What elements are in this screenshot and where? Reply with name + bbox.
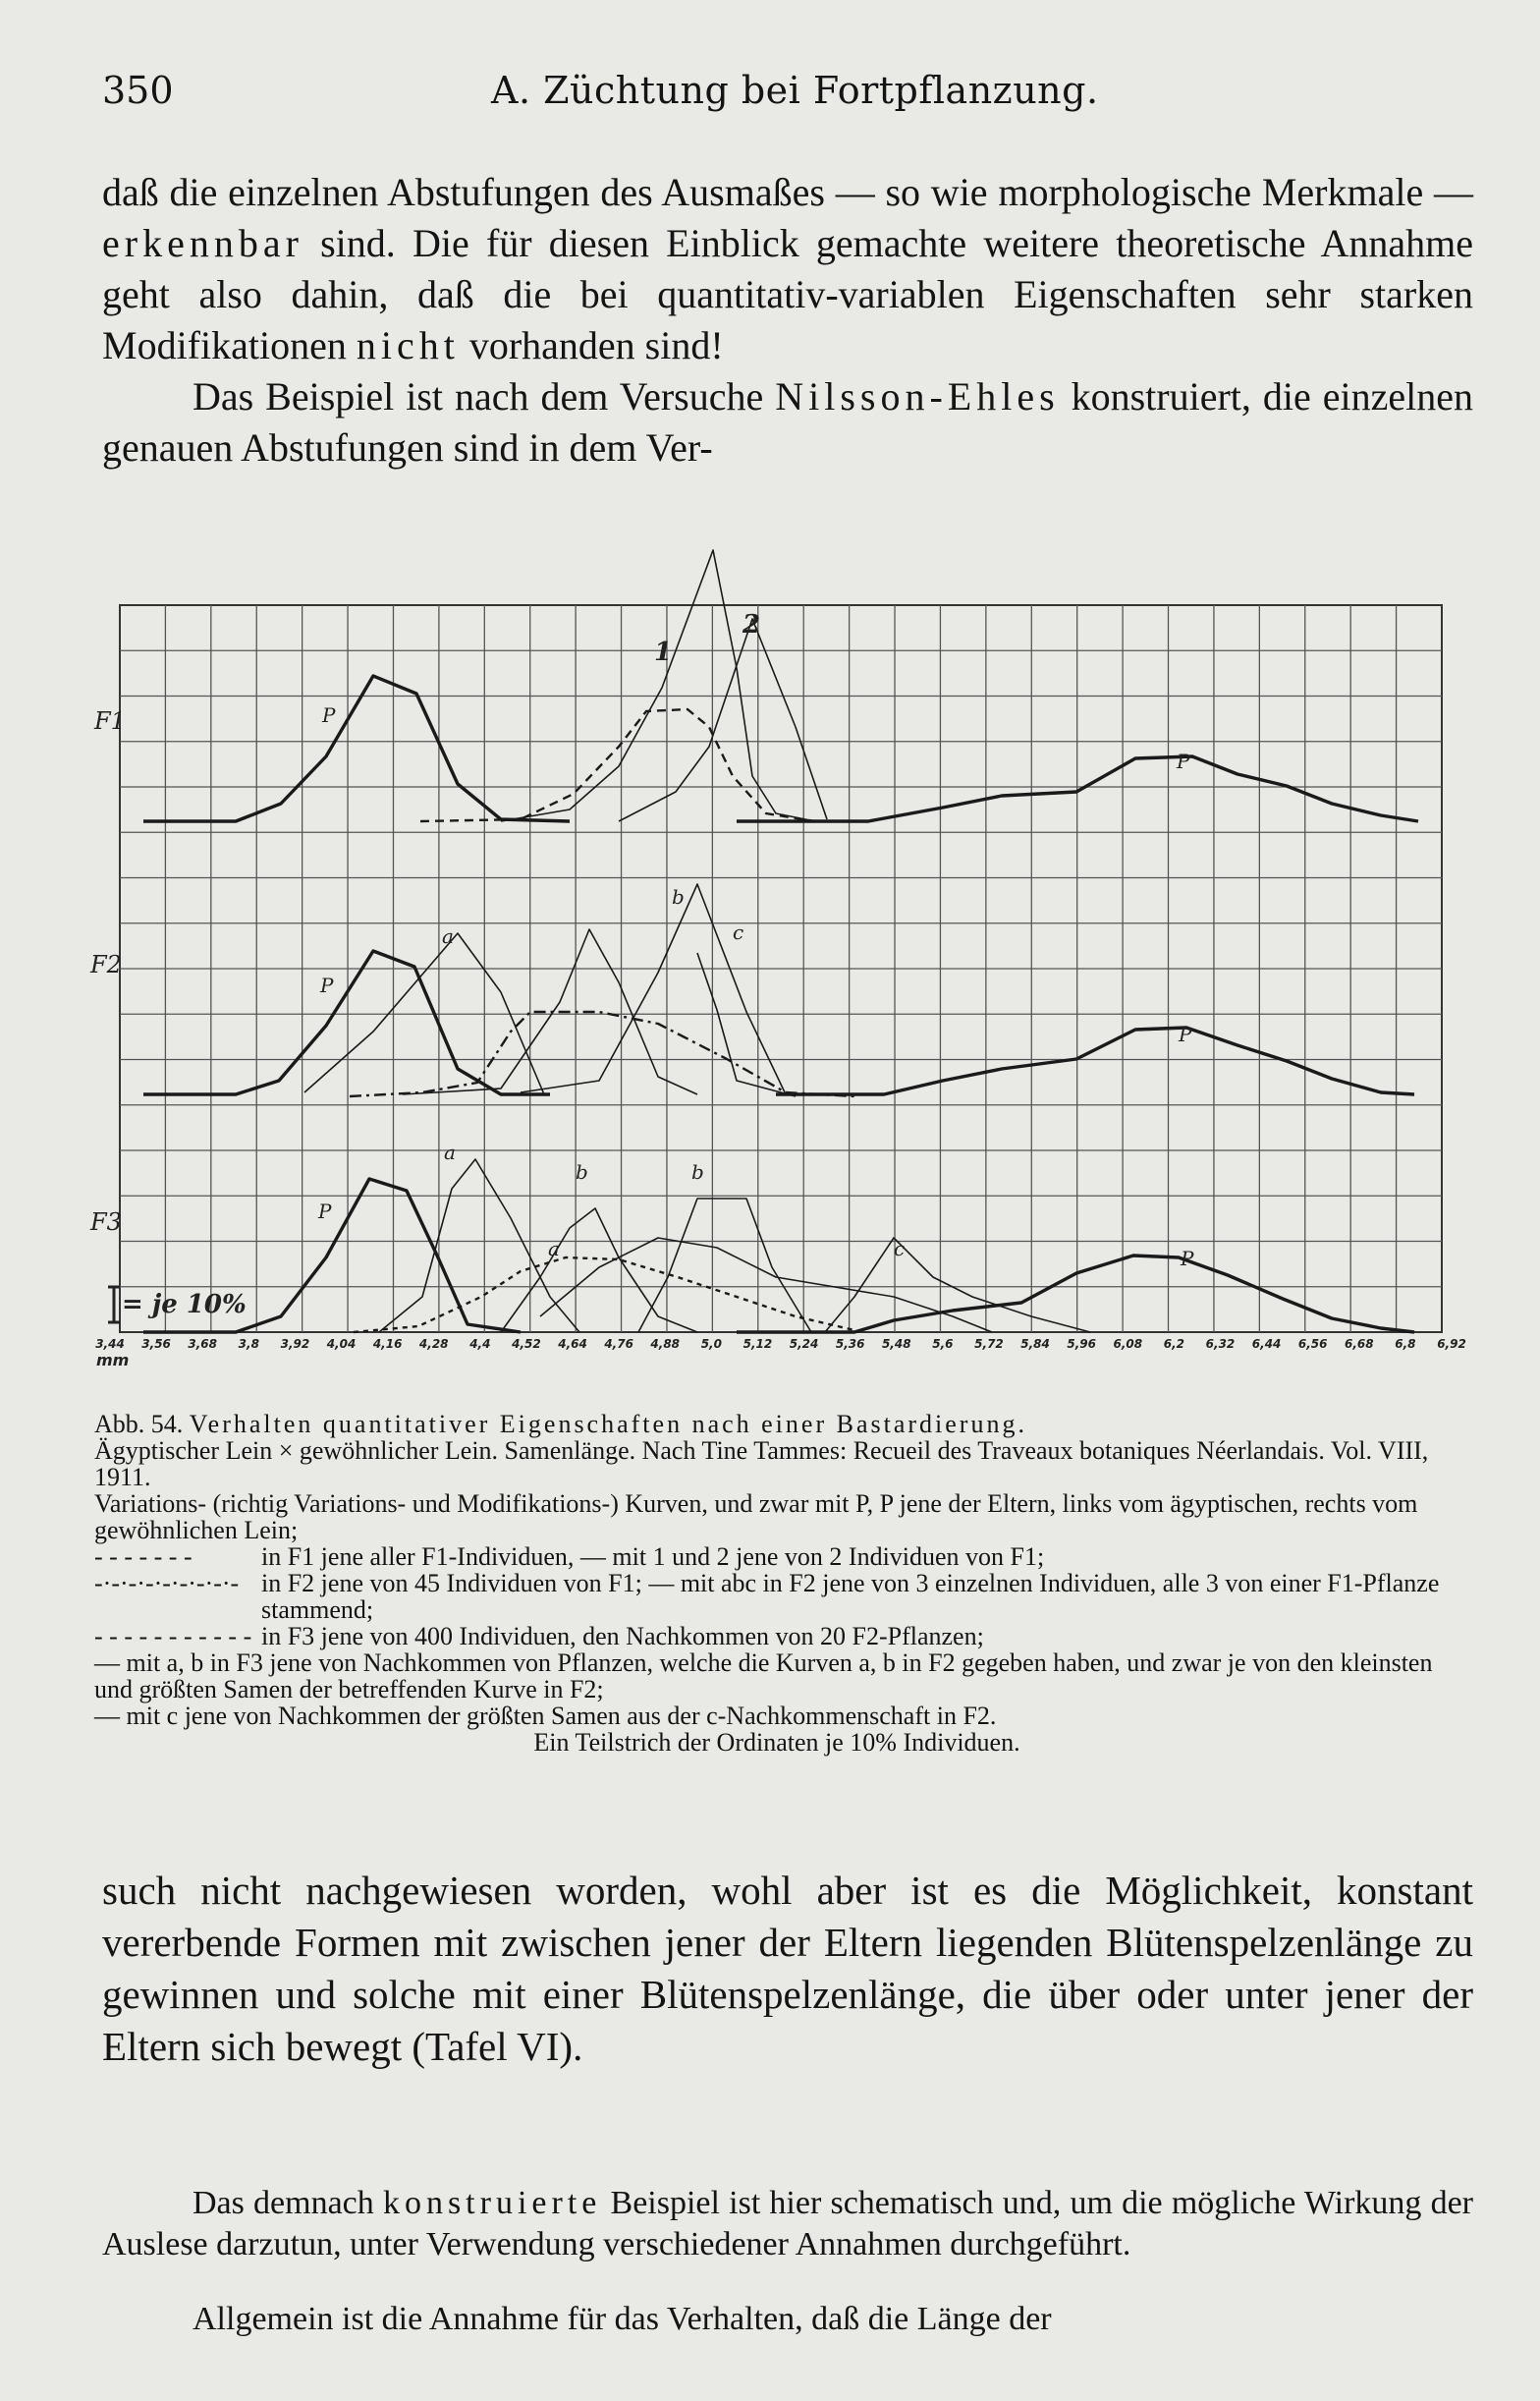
curve-label-b-f2: b (672, 885, 685, 909)
curve-label-a-f3-top: a (444, 1141, 456, 1164)
caption-legend-f1 (94, 1543, 1459, 1570)
x-tick-label: 5,72 (974, 1337, 1004, 1351)
paragraph-5: Allgemein ist die Annahme für das Verhalten, daß die Länge der (192, 2301, 1052, 2337)
para1-emphasis-nicht: nicht (356, 323, 460, 367)
caption-legend-c: — mit c jene von Nachkommen der größten Samen aus der c-Nachkommenschaft in F2. (94, 1702, 997, 1730)
x-axis-ticks (95, 1287, 1466, 1351)
body-paragraph-1 (102, 167, 1473, 474)
legend-text-f3: in F3 jene von 400 Individuen, den Nachkommen von 20 F2-Pflanzen; (261, 1622, 984, 1650)
curve-p-f3-right (737, 1256, 1414, 1332)
curve-label-p-f2-left: P (320, 974, 334, 997)
x-tick-label: 4,4 (469, 1337, 491, 1351)
legend-text-f1: in F1 jene aller F1-Individuen, — mit 1 und 2 jene von 2 Individuen von F1; (261, 1542, 1045, 1571)
caption-legend-ab: — mit a, b in F3 jene von Nachkommen von Pflanzen, welche die Kurven a, b in F2 gegeben haben, und zwar je von den kleinsten und größten Samen der betreffenden Kurve in F2; (94, 1648, 1433, 1703)
curve-label-1: 1 (654, 638, 673, 667)
figure-variation-curves (90, 550, 1466, 1369)
paragraph-4 (102, 2183, 1473, 2265)
generation-label-f2: F2 (90, 951, 122, 978)
running-title: A. Züchtung bei Fortpflanzung. (491, 69, 1099, 112)
curve-f1-individual-1 (501, 550, 815, 821)
para1-text-a: daß die einzelnen Abstufungen des Ausmaßes — so wie morphologische Merkmale — (102, 170, 1473, 214)
body-paragraph-3 (102, 1865, 1473, 2073)
x-tick-label: 6,32 (1205, 1337, 1236, 1351)
x-tick-label: 4,04 (326, 1337, 357, 1351)
curve-p-f1-left (143, 676, 570, 821)
curve-p-f2-right (776, 1028, 1414, 1094)
curve-label-p-f3-right: P (1181, 1247, 1194, 1270)
x-tick-label: 3,92 (280, 1337, 310, 1351)
x-tick-label: 3,44 (95, 1337, 125, 1351)
x-tick-label: 4,76 (604, 1337, 633, 1351)
curve-f2-c-peak (521, 884, 786, 1094)
curve-f2-45-individuals (350, 1012, 854, 1096)
x-tick-label: 4,64 (558, 1337, 587, 1351)
x-tick-label: 6,68 (1344, 1337, 1374, 1351)
paragraph-1 (102, 167, 1473, 371)
curve-label-c-f3: c (894, 1237, 906, 1260)
x-tick-label: 6,08 (1113, 1337, 1143, 1351)
caption-legend-f3 (94, 1623, 1459, 1649)
legend-mark-dashdot: -·-·-·-·-·-·-·-·- (94, 1569, 240, 1597)
x-tick-label: 6,92 (1437, 1337, 1466, 1351)
para1-text-b: sind. Die für diesen Einblick gemachte weitere theoretische Annahme geht also dahin, daß die bei quantitativ-variablen Eigenschaften sehr starken Modifikationen (102, 221, 1473, 367)
para2-text-b: konstruiert, die einzelnen genauen Abstufungen sind in dem Ver- (102, 374, 1473, 470)
x-tick-label: 4,52 (512, 1337, 541, 1351)
scale-bar (108, 1287, 120, 1322)
x-tick-label: 4,88 (650, 1337, 681, 1351)
x-tick-label: 5,84 (1020, 1337, 1050, 1351)
curve-f2-b-left (403, 929, 697, 1094)
curve-label-p-f1-right: P (1177, 750, 1190, 773)
para4-text-b: Beispiel ist hier schematisch und, um die mögliche Wirkung der Auslese darzutun, unter Verwendung verschiedener Annahmen durchgeführt. (102, 2185, 1473, 2262)
caption-ordinate-note: Ein Teilstrich der Ordinaten je 10% Individuen. (533, 1728, 1020, 1757)
caption-figure-title: Verhalten quantitativer Eigenschaften nach einer Bastardierung. (189, 1410, 1027, 1438)
chart-grid (120, 605, 1442, 1332)
curve-label-p-f1-left: P (322, 703, 336, 727)
generation-label-f1: F1 (94, 707, 126, 735)
curve-label-c-f2: c (733, 921, 744, 944)
caption-legend-f2 (94, 1570, 1459, 1623)
curve-label-b-f3-left: b (576, 1160, 588, 1184)
x-tick-label: 4,16 (372, 1337, 403, 1351)
x-tick-label: 5,12 (742, 1337, 773, 1351)
para1-emphasis-erkennbar: erkennbar (102, 221, 303, 265)
x-tick-label: 5,36 (835, 1337, 865, 1351)
x-tick-label: 5,48 (881, 1337, 911, 1351)
scale-label: = je 10% (122, 1290, 247, 1319)
small-paragraph (102, 2150, 1473, 2373)
caption-title (94, 1411, 1459, 1437)
caption-figure-number: Abb. 54. (94, 1410, 190, 1438)
para2-text-a: Das Beispiel ist nach dem Versuche (192, 374, 776, 419)
curve-label-a-f2: a (442, 924, 454, 948)
x-tick-label: 5,6 (932, 1337, 954, 1351)
legend-text-f2: in F2 jene von 45 Individuen von F1; — mit abc in F2 jene von 3 einzelnen Individuen, alle 3 von einer F1-Pflanze stammend; (261, 1569, 1440, 1624)
para2-emphasis-author: Nilsson-Ehles (775, 374, 1060, 419)
generation-label-f3: F3 (90, 1208, 122, 1236)
curve-label-p-f3-left: P (318, 1200, 332, 1223)
x-tick-label: 6,2 (1163, 1337, 1185, 1351)
figure-svg (90, 550, 1466, 1369)
curve-f3-400-individuals (354, 1257, 854, 1332)
x-tick-label: 3,68 (188, 1337, 218, 1351)
para4-emphasis: konstruierte (382, 2185, 602, 2221)
curve-label-a-f3-low: a (548, 1237, 560, 1260)
caption-curves-intro: Variations- (richtig Variations- und Modifikations-) Kurven, und zwar mit P, P jene der Eltern, links vom ägyptischen, rechts vom gewöhnlichen Lein; (94, 1489, 1418, 1544)
legend-mark-dotted: - - - - - - - - - - - (94, 1622, 252, 1650)
curve-label-p-f2-right: P (1179, 1023, 1192, 1046)
page-header (98, 69, 1454, 128)
x-tick-label: 3,8 (238, 1337, 259, 1351)
x-tick-label: 5,24 (789, 1337, 819, 1351)
x-tick-label: 6,44 (1251, 1337, 1282, 1351)
x-tick-label: 5,0 (700, 1337, 722, 1351)
curve-label-2: 2 (742, 610, 761, 640)
x-tick-label: 5,96 (1067, 1337, 1096, 1351)
page-number: 350 (102, 69, 174, 112)
curve-label-b-f3-right: b (691, 1160, 704, 1184)
curve-p-f2-left (143, 951, 550, 1094)
figure-caption (94, 1411, 1459, 1756)
para4-text-a: Das demnach (192, 2185, 383, 2221)
x-tick-label: 4,28 (418, 1337, 449, 1351)
paragraph-2 (102, 371, 1473, 474)
caption-source: Ägyptischer Lein × gewöhnlicher Lein. Samenlänge. Nach Tine Tammes: Recueil des Traveaux botaniques Néerlandais. Vol. VIII, 1911. (94, 1436, 1429, 1491)
x-tick-label: 6,56 (1297, 1337, 1328, 1351)
chart-curves (143, 550, 1418, 1332)
x-tick-label: 6,8 (1395, 1337, 1416, 1351)
unit-label: mm (96, 1351, 130, 1369)
curve-f1-individual-2 (619, 619, 827, 821)
para1-text-c: vorhanden sind! (459, 323, 724, 367)
legend-mark-dashed: - - - - - - - (94, 1542, 192, 1571)
paragraph-3: such nicht nachgewiesen worden, wohl aber ist es die Möglichkeit, konstant vererbende Formen mit zwischen jener der Eltern liegenden Blütenspelzenlänge zu gewinnen und solche mit einer Blütenspelzenlänge, die über oder unter jener der Eltern sich bewegt (Tafel VI). (102, 1868, 1473, 2069)
curve-f1-all (420, 709, 815, 821)
x-tick-label: 3,56 (141, 1337, 171, 1351)
